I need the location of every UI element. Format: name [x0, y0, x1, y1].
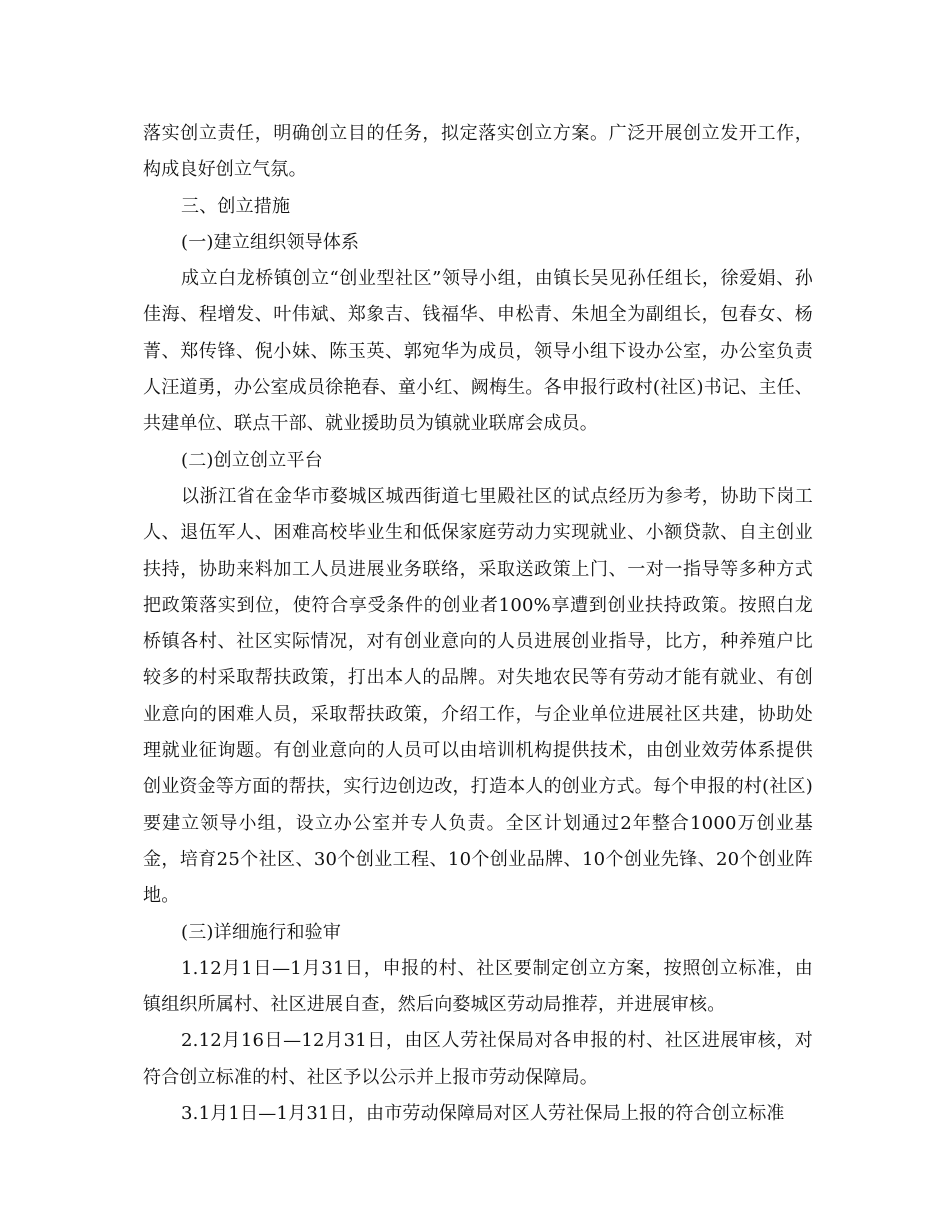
paragraph-step-3: 3.1月1日—1月31日，由市劳动保障局对区人劳社保局上报的符合创立标准	[181, 1103, 785, 1125]
paragraph-platform: 以浙江省在金华市婺城区城西街道七里殿社区的试点经历为参考，协助下岗工人、退伍军人、困难高校毕业生和低保家庭劳动力实现就业、小额贷款、自主创业扶持，协助来料加工人员进展业务联络，采取送政策上门、一对一指导等多种方式把政策落实到位，使符合享受条件的创业者100%享遭到创业扶持政策。按照白龙桥镇各村、社区实际情况，对有创业意向的人员进展创业指导，比方，种养殖户比较多的村采取帮扶政策，打出本人的品牌。对失地农民等有劳动才能有就业、有创业意向的困难人员，采取帮扶政策，介绍工作，与企业单位进展社区共建，协助处理就业征询题。有创业意向的人员可以由培训机构提供技术，由创业效劳体系提供创业资金等方面的帮扶，实行边创边改，打造本人的创业方式。每个申报的村(社区)要建立领导小组，设立办公室并专人负责。全区计划通过2年整合1000万创业基金，培育25个社区、30个创业工程、10个创业品牌、10个创业先锋、20个创业阵地。	[143, 485, 813, 907]
subheading-leadership-system: (一)建立组织领导体系	[181, 231, 360, 253]
paragraph-leadership-group: 成立白龙桥镇创立“创业型社区”领导小组，由镇长吴见孙任组长，徐爱娟、孙佳海、程增发、叶伟斌、郑象吉、钱福华、申松青、朱旭全为副组长，包春女、杨菁、郑传锋、倪小妹、陈玉英、郭宛华为成员，领导小组下设办公室，办公室负责人汪道勇，办公室成员徐艳春、童小红、阙梅生。各申报行政村(社区)书记、主任、共建单位、联点干部、就业援助员为镇就业联席会成员。	[143, 268, 813, 435]
paragraph-step-1: 1.12月1日—1月31日，申报的村、社区要制定创立方案，按照创立标准，由镇组织所属村、社区进展自查，然后向婺城区劳动局推荐，并进展审核。	[143, 957, 813, 1016]
subheading-platform: (二)创立创立平台	[181, 449, 323, 471]
subheading-implementation: (三)详细施行和验审	[181, 921, 342, 943]
document-body	[143, 116, 813, 1132]
paragraph-step-2: 2.12月16日—12月31日，由区人劳社保局对各申报的村、社区进展审核，对符合创立标准的村、社区予以公示并上报市劳动保障局。	[143, 1030, 813, 1088]
section-heading-measures: 三、创立措施	[181, 195, 291, 217]
paragraph-continuation: 落实创立责任，明确创立目的任务，拟定落实创立方案。广泛开展创立发开工作，构成良好创立气氛。	[143, 123, 813, 181]
